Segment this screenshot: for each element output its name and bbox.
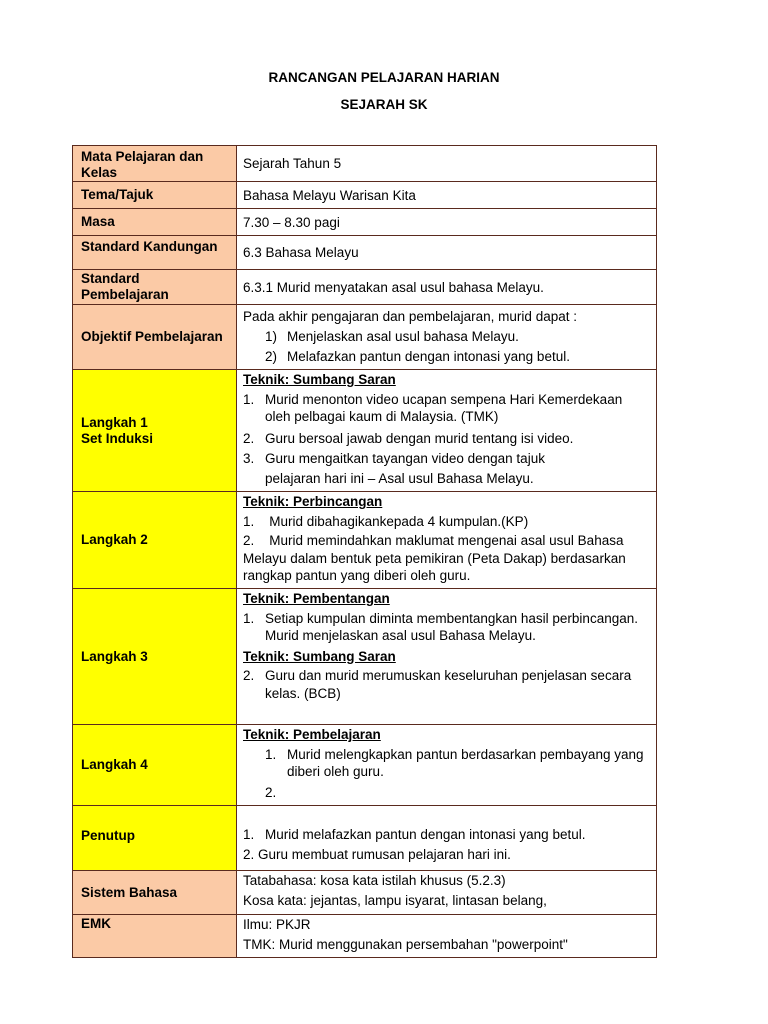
row-standard-kandungan <box>73 236 657 270</box>
penutup-item <box>243 825 650 845</box>
langkah3-teknik-sumbang-saran: Teknik: Sumbang Saran <box>243 648 396 664</box>
label-standard-pembelajaran: Standard Pembelajaran <box>73 270 237 305</box>
label-langkah3: Langkah 3 <box>73 589 237 725</box>
value-masa: 7.30 – 8.30 pagi <box>237 209 657 236</box>
langkah2-item-num: 1. <box>243 513 255 529</box>
langkah2-item <box>243 532 650 585</box>
langkah4-item <box>243 746 650 781</box>
label-penutup: Penutup <box>73 806 237 871</box>
objektif-intro: Pada akhir pengajaran dan pembelajaran, murid dapat : <box>243 309 577 324</box>
langkah2-item-text: Murid memindahkan maklumat mengenai asal usul Bahasa Melayu dalam bentuk peta pemikiran (Peta Dakap) berdasarkan rangkap pantun yang diberi oleh guru. <box>243 533 626 583</box>
langkah1-item-num: 2. <box>243 430 255 446</box>
langkah4-item-text <box>287 784 650 802</box>
row-masa <box>73 209 657 236</box>
langkah3-item <box>243 667 650 702</box>
langkah3-item-num: 2. <box>243 668 255 683</box>
row-sistem-bahasa <box>73 871 657 915</box>
objektif-item-text: Melafazkan pantun dengan intonasi yang betul. <box>287 349 570 364</box>
langkah2-item <box>243 513 650 531</box>
value-objektif <box>237 305 657 370</box>
lesson-plan-table <box>72 145 657 958</box>
penutup-item-text: Murid melafazkan pantun dengan intonasi yang betul. <box>265 827 586 842</box>
value-penutup <box>237 806 657 871</box>
objektif-item <box>243 347 650 367</box>
row-langkah1 <box>73 370 657 492</box>
row-emk <box>73 915 657 958</box>
label-langkah2: Langkah 2 <box>73 492 237 589</box>
langkah2-teknik: Teknik: Perbincangan <box>243 494 383 509</box>
langkah1-teknik: Teknik: Sumbang Saran <box>243 372 396 387</box>
penutup-item: 2. Guru membuat rumusan pelajaran hari ini. <box>243 847 511 862</box>
label-langkah1 <box>73 370 237 492</box>
row-langkah4 <box>73 725 657 806</box>
langkah1-item-text: Guru mengaitkan tayangan video dengan tajuk <box>265 451 545 466</box>
objektif-item <box>243 327 650 347</box>
value-langkah3 <box>237 589 657 725</box>
langkah1-item <box>243 430 650 448</box>
value-emk <box>237 915 657 958</box>
page-subtitle: SEJARAH SK <box>340 97 428 112</box>
langkah1-item-num: 1. <box>243 391 255 407</box>
row-standard-pembelajaran <box>73 270 657 305</box>
row-langkah3 <box>73 589 657 725</box>
value-langkah1 <box>237 370 657 492</box>
row-tema <box>73 182 657 209</box>
langkah1-item-text: Murid menonton video ucapan sempena Hari Kemerdekaan oleh pelbagai kaum di Malaysia. (TMK) <box>265 391 623 424</box>
langkah2-item-text: Murid dibahagikankepada 4 kumpulan.(KP) <box>269 513 529 529</box>
label-langkah4: Langkah 4 <box>73 725 237 806</box>
value-sistem-bahasa <box>237 871 657 915</box>
langkah3-item-text: Guru dan murid merumuskan keseluruhan penjelasan secara kelas. (BCB) <box>265 668 632 701</box>
row-objektif <box>73 305 657 370</box>
langkah1-continuation: pelajaran hari ini – Asal usul Bahasa Melayu. <box>265 470 534 486</box>
page-title: RANCANGAN PELAJARAN HARIAN <box>268 70 500 85</box>
langkah1-item-text: Guru bersoal jawab dengan murid tentang isi video. <box>265 430 574 446</box>
langkah1-item <box>243 391 650 426</box>
langkah1-label-line1: Langkah 1 <box>81 414 148 430</box>
label-sistem-bahasa: Sistem Bahasa <box>73 871 237 915</box>
langkah4-item-text: Murid melengkapkan pantun berdasarkan pembayang yang diberi oleh guru. <box>287 746 644 779</box>
langkah4-item-num: 1. <box>265 746 277 762</box>
langkah3-item-text: Setiap kumpulan diminta membentangkan hasil perbincangan. Murid menjelaskan asal usul Bahasa Melayu. <box>265 610 638 643</box>
objektif-item-num: 2) <box>265 349 278 364</box>
label-masa: Masa <box>73 209 237 236</box>
row-mata-pelajaran <box>73 146 657 182</box>
emk-ilmu: Ilmu: PKJR <box>243 917 311 932</box>
objektif-item-num: 1) <box>265 329 278 344</box>
langkah3-teknik-pembentangan: Teknik: Pembentangan <box>243 591 390 606</box>
langkah3-item <box>243 610 650 645</box>
objektif-item-text: Menjelaskan asal usul bahasa Melayu. <box>287 329 519 344</box>
label-mata-pelajaran: Mata Pelajaran dan Kelas <box>73 146 237 182</box>
langkah2-item-num: 2. <box>243 533 255 548</box>
langkah4-teknik: Teknik: Pembelajaran <box>243 727 381 742</box>
langkah3-item-num: 1. <box>243 610 255 626</box>
row-penutup <box>73 806 657 871</box>
langkah4-item <box>243 784 650 802</box>
value-standard-pembelajaran: 6.3.1 Murid menyatakan asal usul bahasa Melayu. <box>237 270 657 305</box>
langkah4-item-num: 2. <box>265 784 277 800</box>
emk-tmk: TMK: Murid menggunakan persembahan "powerpoint" <box>243 937 568 952</box>
value-langkah4 <box>237 725 657 806</box>
sistem-bahasa-kosa-kata: Kosa kata: jejantas, lampu isyarat, lintasan belang, <box>243 893 547 908</box>
label-emk: EMK <box>73 915 237 958</box>
langkah1-item <box>243 450 650 468</box>
langkah1-item-num: 3. <box>243 451 255 466</box>
sistem-bahasa-tatabahasa: Tatabahasa: kosa kata istilah khusus (5.2.3) <box>243 873 506 888</box>
value-mata-pelajaran: Sejarah Tahun 5 <box>237 146 657 182</box>
label-objektif: Objektif Pembelajaran <box>73 305 237 370</box>
row-langkah2 <box>73 492 657 589</box>
label-tema: Tema/Tajuk <box>73 182 237 209</box>
langkah1-label-line2: Set Induksi <box>81 430 154 446</box>
label-standard-kandungan: Standard Kandungan <box>73 236 237 270</box>
value-tema: Bahasa Melayu Warisan Kita <box>237 182 657 209</box>
value-langkah2 <box>237 492 657 589</box>
value-standard-kandungan: 6.3 Bahasa Melayu <box>237 236 657 270</box>
penutup-item-num: 1. <box>243 827 255 842</box>
